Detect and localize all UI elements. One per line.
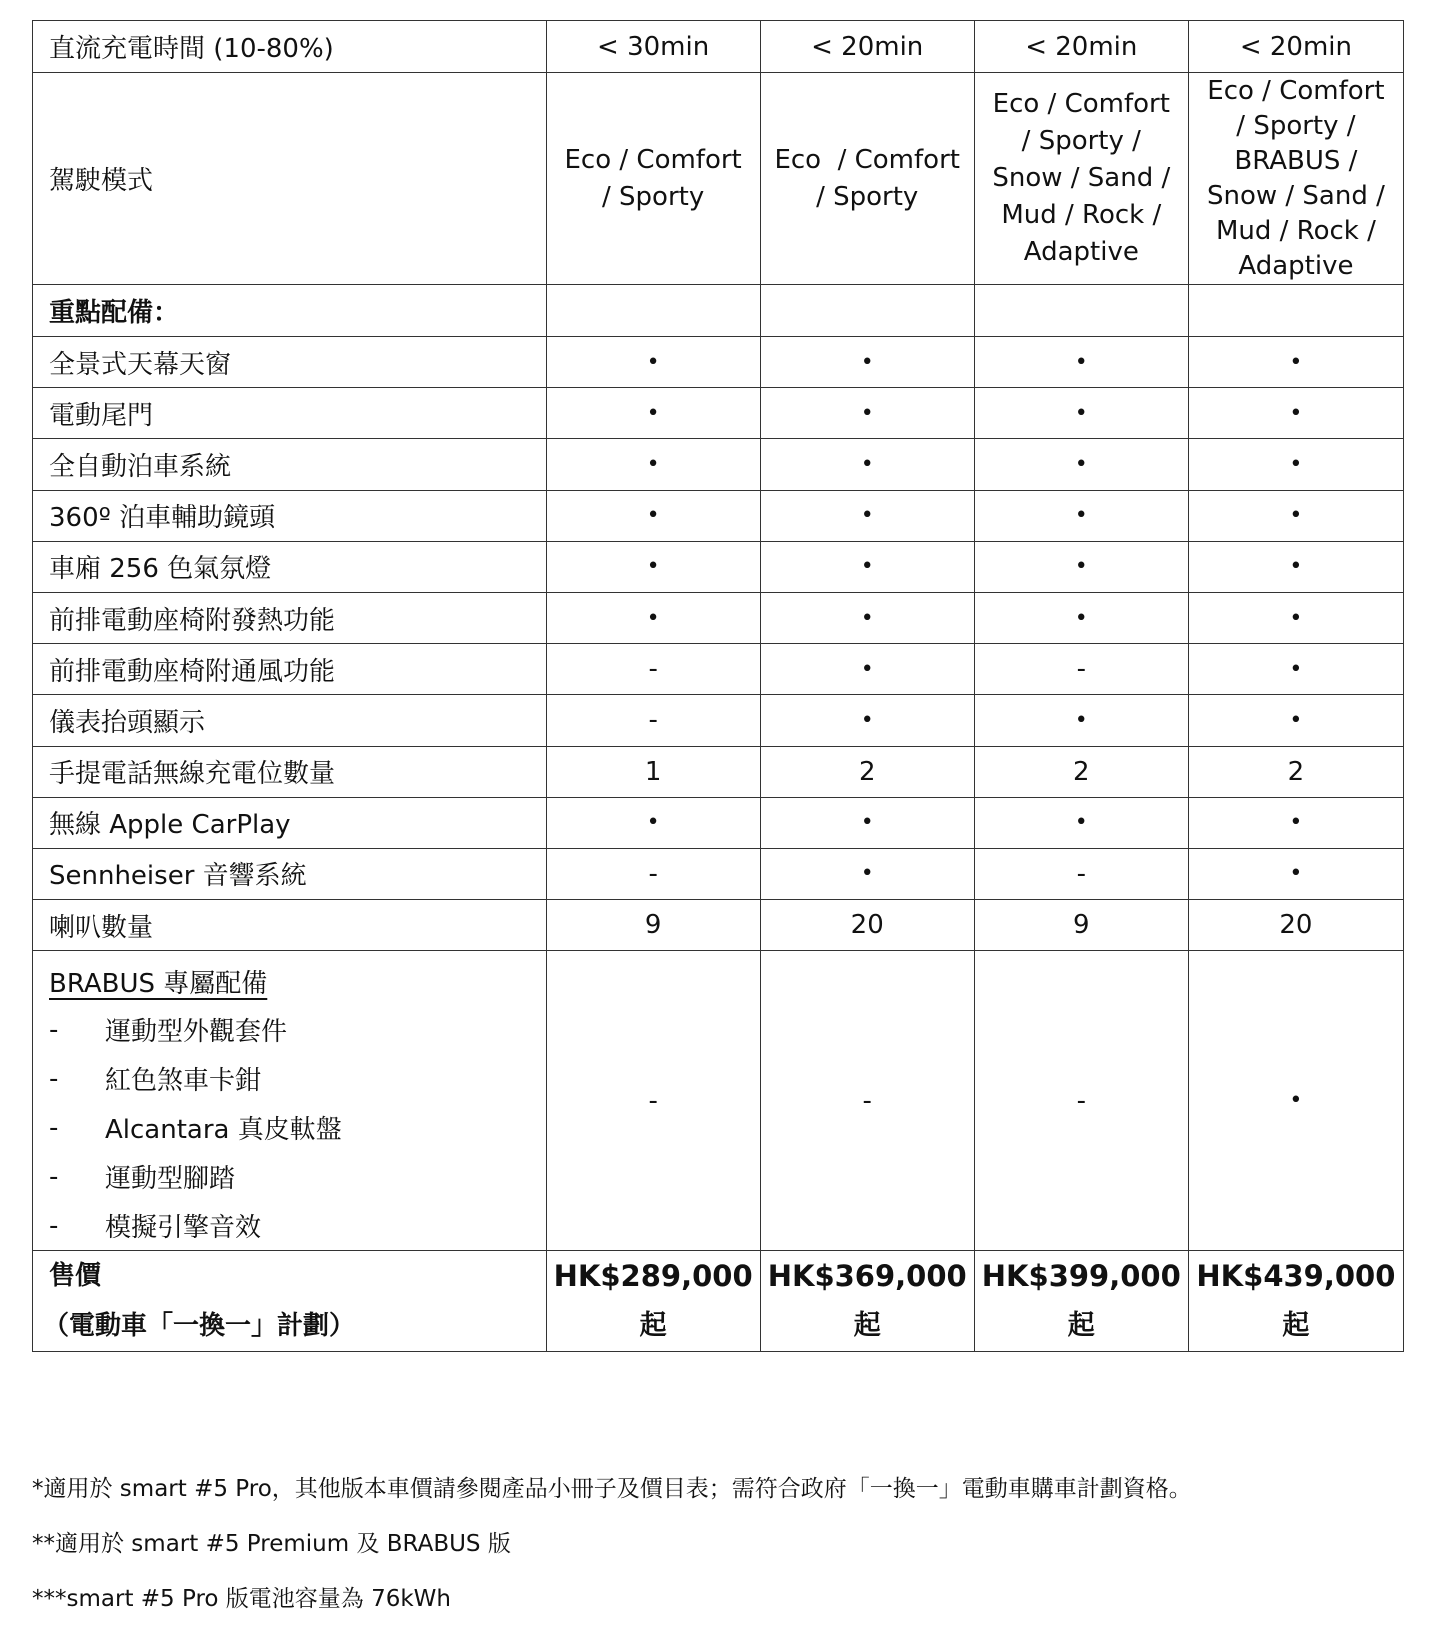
brabus-item-label: 模擬引擎音效 bbox=[105, 1213, 262, 1244]
spec-table bbox=[32, 20, 1404, 1352]
drive-mode-label: 駕駛模式 bbox=[33, 73, 547, 285]
feature-value: • bbox=[760, 592, 974, 643]
feature-label: 無線 Apple CarPlay bbox=[33, 797, 547, 848]
brabus-col-2: - bbox=[760, 951, 974, 1251]
mode-line: / Sporty bbox=[816, 181, 919, 212]
mode-line: / Sporty bbox=[602, 181, 705, 212]
feature-label: 全自動泊車系統 bbox=[33, 439, 547, 490]
mode-line: Eco / Comfort bbox=[1207, 75, 1385, 106]
drive-mode-col-4 bbox=[1188, 73, 1403, 285]
feature-value: • bbox=[546, 797, 760, 848]
price-sublabel: （電動車「一換一」計劃） bbox=[43, 1311, 356, 1342]
row-charge-time bbox=[33, 21, 1404, 73]
feature-value: • bbox=[974, 388, 1188, 439]
mode-line: Mud / Rock / bbox=[1001, 200, 1162, 230]
feature-label: 全景式天幕天窗 bbox=[33, 337, 547, 388]
mode-line: Adaptive bbox=[1238, 250, 1354, 281]
charge-time-col-4: < 20min bbox=[1188, 21, 1403, 73]
feature-value: • bbox=[1188, 592, 1403, 643]
charge-time-col-2: < 20min bbox=[760, 21, 974, 73]
feature-value: • bbox=[546, 592, 760, 643]
feature-value: • bbox=[760, 541, 974, 592]
feature-value: - bbox=[974, 848, 1188, 899]
price-value: HK$289,000 bbox=[553, 1259, 753, 1294]
feature-value: • bbox=[760, 490, 974, 541]
feature-row bbox=[33, 900, 1404, 951]
feature-value: - bbox=[974, 644, 1188, 695]
feature-value: • bbox=[546, 439, 760, 490]
feature-row bbox=[33, 439, 1404, 490]
feature-value: • bbox=[760, 848, 974, 899]
feature-value: • bbox=[760, 644, 974, 695]
feature-value: • bbox=[546, 541, 760, 592]
feature-rows bbox=[33, 337, 1404, 951]
feature-label: 手提電話無線充電位數量 bbox=[33, 746, 547, 797]
mode-line: Eco / Comfort bbox=[992, 89, 1170, 119]
feature-value: • bbox=[974, 695, 1188, 746]
charge-time-label: 直流充電時間 (10-80%) bbox=[33, 21, 547, 73]
brabus-item bbox=[49, 1152, 546, 1201]
feature-row bbox=[33, 746, 1404, 797]
feature-row bbox=[33, 337, 1404, 388]
mode-line: BRABUS / bbox=[1234, 145, 1358, 176]
row-brabus bbox=[33, 951, 1404, 1251]
feature-value: 2 bbox=[974, 746, 1188, 797]
price-label: 售價 bbox=[49, 1261, 102, 1292]
feature-value: - bbox=[546, 644, 760, 695]
brabus-item bbox=[49, 1201, 546, 1250]
feature-value: • bbox=[760, 439, 974, 490]
feature-value: • bbox=[1188, 797, 1403, 848]
drive-mode-col-1 bbox=[546, 73, 760, 285]
dash-marker: - bbox=[49, 1112, 59, 1143]
footnotes bbox=[32, 1462, 1192, 1627]
footnote-1: *適用於 smart #5 Pro，其他版本車價請參閱產品小冊子及價目表；需符合政府「一換一」電動車購車計劃資格。 bbox=[32, 1476, 1192, 1502]
brabus-item-label: Alcantara 真皮軚盤 bbox=[105, 1115, 342, 1146]
charge-time-col-3: < 20min bbox=[974, 21, 1188, 73]
row-key-features-heading bbox=[33, 285, 1404, 337]
feature-value: • bbox=[1188, 848, 1403, 899]
mode-line: Snow / Sand / bbox=[992, 163, 1171, 193]
brabus-title: BRABUS 專屬配備 bbox=[49, 968, 268, 999]
feature-value: 2 bbox=[1188, 746, 1403, 797]
feature-label: 儀表抬頭顯示 bbox=[33, 695, 547, 746]
feature-value: • bbox=[1188, 541, 1403, 592]
feature-value: 20 bbox=[1188, 900, 1403, 951]
brabus-col-1: - bbox=[546, 951, 760, 1251]
feature-value: • bbox=[974, 592, 1188, 643]
feature-label: 車廂 256 色氣氛燈 bbox=[33, 541, 547, 592]
brabus-item bbox=[49, 1005, 546, 1054]
price-suffix: 起 bbox=[1067, 1310, 1095, 1342]
feature-value: - bbox=[546, 695, 760, 746]
price-col-4 bbox=[1188, 1251, 1403, 1352]
price-col-1 bbox=[546, 1251, 760, 1352]
feature-value: • bbox=[546, 490, 760, 541]
price-suffix: 起 bbox=[853, 1310, 881, 1342]
feature-value: 2 bbox=[760, 746, 974, 797]
price-value: HK$369,000 bbox=[767, 1259, 967, 1294]
feature-row bbox=[33, 541, 1404, 592]
feature-label: 喇叭數量 bbox=[33, 900, 547, 951]
feature-value: 1 bbox=[546, 746, 760, 797]
brabus-items bbox=[49, 1005, 546, 1250]
feature-row bbox=[33, 644, 1404, 695]
price-label-cell bbox=[33, 1251, 547, 1352]
brabus-cell bbox=[33, 951, 547, 1251]
feature-value: • bbox=[760, 797, 974, 848]
feature-value: • bbox=[974, 337, 1188, 388]
mode-line: Adaptive bbox=[1023, 237, 1139, 267]
feature-value: • bbox=[1188, 695, 1403, 746]
feature-row bbox=[33, 592, 1404, 643]
feature-value: • bbox=[1188, 439, 1403, 490]
feature-value: • bbox=[760, 695, 974, 746]
feature-row bbox=[33, 695, 1404, 746]
drive-mode-col-2 bbox=[760, 73, 974, 285]
feature-value: • bbox=[1188, 337, 1403, 388]
feature-value: • bbox=[760, 388, 974, 439]
mode-line: / Sporty / bbox=[1236, 110, 1356, 141]
feature-value: 20 bbox=[760, 900, 974, 951]
feature-label: 前排電動座椅附通風功能 bbox=[33, 644, 547, 695]
price-col-2 bbox=[760, 1251, 974, 1352]
dash-marker: - bbox=[49, 1014, 59, 1045]
price-value: HK$399,000 bbox=[981, 1259, 1181, 1294]
feature-value: • bbox=[1188, 644, 1403, 695]
row-drive-mode bbox=[33, 73, 1404, 285]
brabus-title-line bbox=[49, 957, 546, 1005]
feature-value: • bbox=[546, 337, 760, 388]
drive-mode-col-3 bbox=[974, 73, 1188, 285]
price-value: HK$439,000 bbox=[1196, 1259, 1396, 1294]
footnote-2: **適用於 smart #5 Premium 及 BRABUS 版 bbox=[32, 1531, 511, 1557]
feature-label: 電動尾門 bbox=[33, 388, 547, 439]
feature-value: • bbox=[974, 541, 1188, 592]
empty-cell bbox=[974, 285, 1188, 337]
row-price bbox=[33, 1251, 1404, 1352]
feature-value: • bbox=[974, 490, 1188, 541]
feature-row bbox=[33, 797, 1404, 848]
mode-line: / Sporty / bbox=[1021, 126, 1141, 156]
brabus-item bbox=[49, 1103, 546, 1152]
brabus-col-3: - bbox=[974, 951, 1188, 1251]
feature-row bbox=[33, 388, 1404, 439]
price-col-3 bbox=[974, 1251, 1188, 1352]
dash-marker: - bbox=[49, 1063, 59, 1094]
feature-value: 9 bbox=[974, 900, 1188, 951]
charge-time-col-1: < 30min bbox=[546, 21, 760, 73]
brabus-item-label: 運動型腳踏 bbox=[105, 1164, 236, 1195]
key-features-heading: 重點配備： bbox=[33, 285, 547, 337]
mode-line: Mud / Rock / bbox=[1215, 215, 1376, 246]
empty-cell bbox=[1188, 285, 1403, 337]
footnote-3: ***smart #5 Pro 版電池容量為 76kWh bbox=[32, 1586, 451, 1612]
brabus-item-label: 運動型外觀套件 bbox=[105, 1017, 288, 1048]
feature-value: • bbox=[1188, 490, 1403, 541]
empty-cell bbox=[546, 285, 760, 337]
price-suffix: 起 bbox=[1282, 1310, 1310, 1342]
feature-value: • bbox=[974, 797, 1188, 848]
feature-label: 前排電動座椅附發熱功能 bbox=[33, 592, 547, 643]
empty-cell bbox=[760, 285, 974, 337]
dash-marker: - bbox=[49, 1210, 59, 1241]
mode-line: Eco / Comfort bbox=[774, 144, 960, 175]
feature-row bbox=[33, 848, 1404, 899]
mode-line: Eco / Comfort bbox=[564, 144, 742, 175]
feature-label: 360º 泊車輔助鏡頭 bbox=[33, 490, 547, 541]
brabus-col-4: • bbox=[1188, 951, 1403, 1251]
brabus-item bbox=[49, 1054, 546, 1103]
dash-marker: - bbox=[49, 1161, 59, 1192]
brabus-item-label: 紅色煞車卡鉗 bbox=[105, 1066, 262, 1097]
feature-row bbox=[33, 490, 1404, 541]
mode-line: Snow / Sand / bbox=[1206, 180, 1385, 211]
feature-value: • bbox=[546, 388, 760, 439]
feature-label: Sennheiser 音響系統 bbox=[33, 848, 547, 899]
price-suffix: 起 bbox=[639, 1310, 667, 1342]
feature-value: • bbox=[1188, 388, 1403, 439]
feature-value: • bbox=[760, 337, 974, 388]
feature-value: - bbox=[546, 848, 760, 899]
feature-value: 9 bbox=[546, 900, 760, 951]
feature-value: • bbox=[974, 439, 1188, 490]
